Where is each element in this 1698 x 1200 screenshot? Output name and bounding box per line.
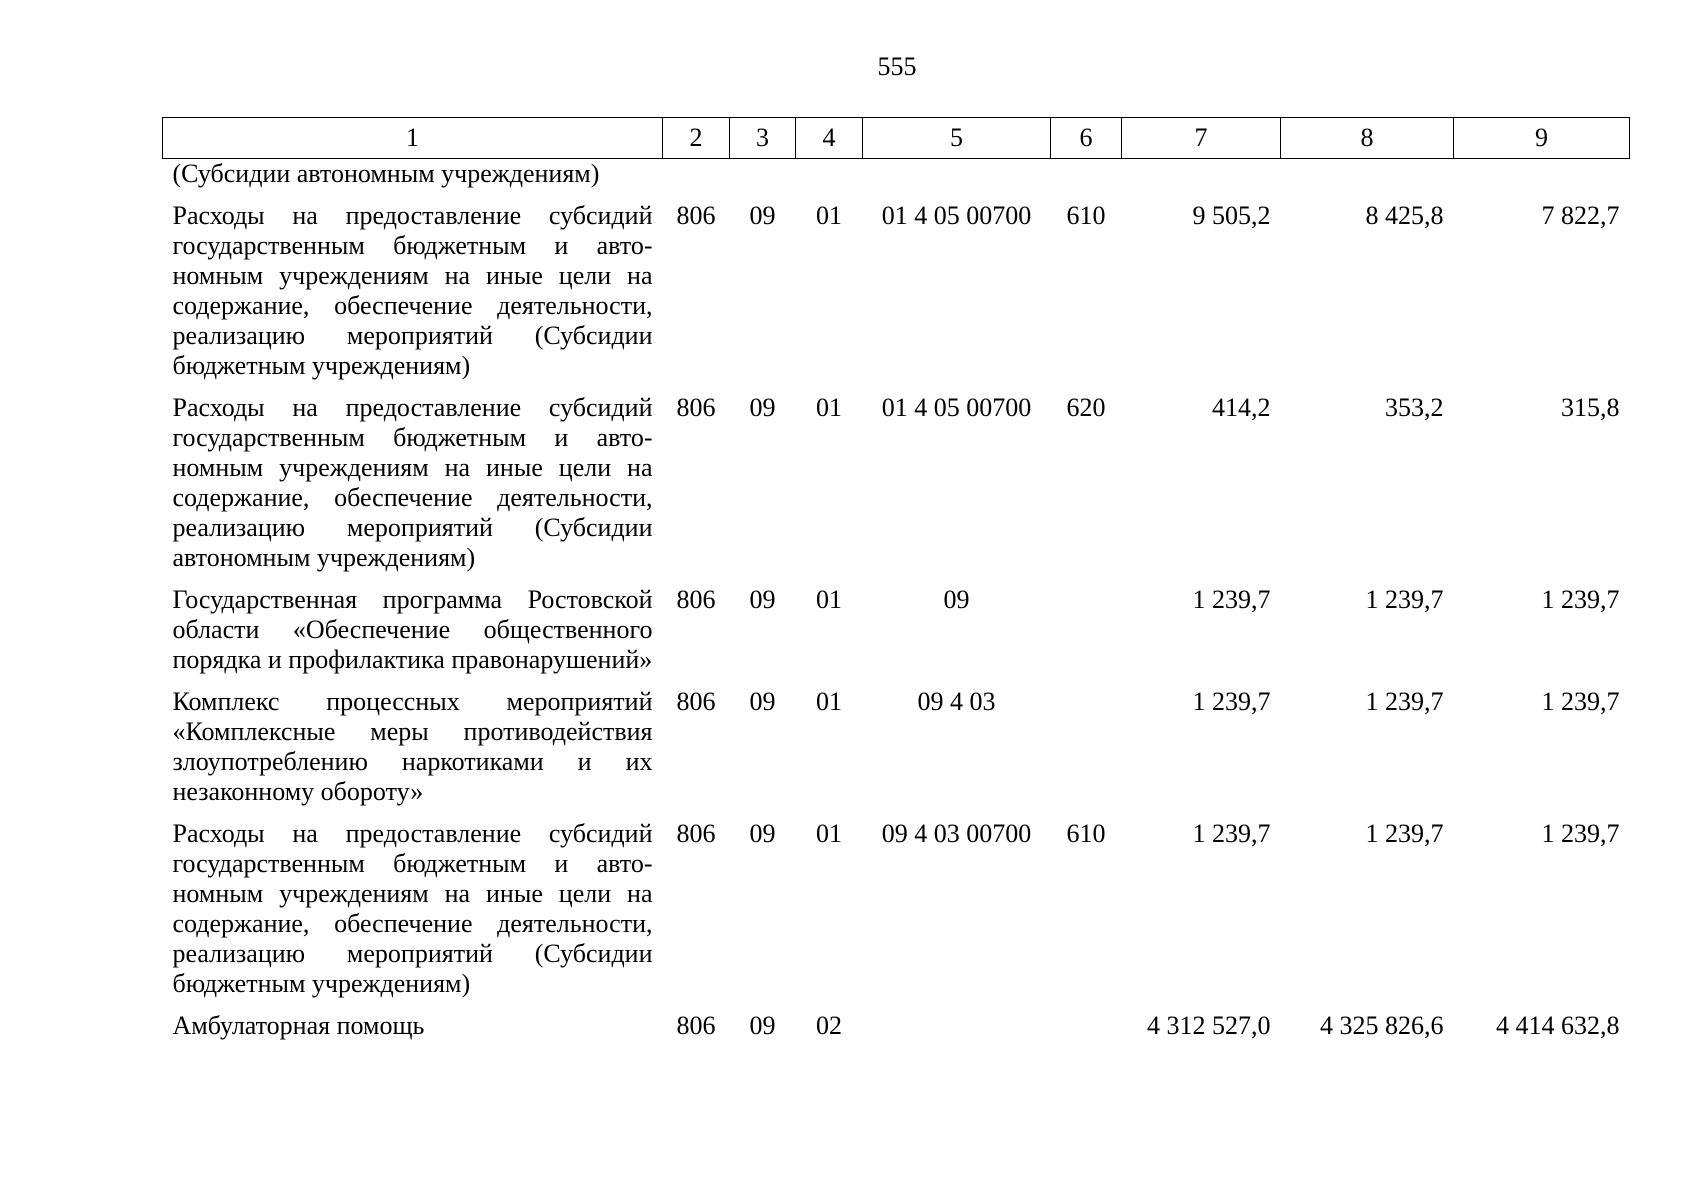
cell-amount-col8: 1 239,7	[1365, 687, 1444, 716]
header-row	[163, 118, 1630, 159]
cell-target-article: 01 4 05 00700	[881, 393, 1032, 422]
cell-amount-col9: 1 239,7	[1541, 819, 1620, 848]
cell-expense-type	[1051, 1005, 1122, 1047]
cell-amount-col9: 7 822,7	[1541, 201, 1620, 230]
cell-target-article	[863, 1005, 1051, 1047]
cell-amount-col8: 4 325 826,6	[1320, 1011, 1444, 1040]
cell-amount-col7: 1 239,7	[1192, 819, 1271, 848]
cell-section: 09	[749, 393, 776, 422]
table-row	[163, 1005, 1630, 1047]
cell-subsection: 01	[816, 201, 842, 230]
row-description: Амбулаторная помощь	[172, 1011, 425, 1040]
page-number	[0, 52, 1698, 82]
budget-table	[162, 117, 1630, 1047]
cell-amount-col7	[1122, 159, 1281, 196]
cell-amount-col7: 9 505,2	[1192, 201, 1271, 230]
cell-amount-col8	[1281, 159, 1454, 196]
column-header-5: 5	[863, 118, 1051, 159]
cell-ministry	[663, 159, 730, 196]
row-description: Комплекс процессных мероприятий «Комплексные меры противодействия злоупотреблению наркотиками и их незаконному обороту»	[172, 687, 653, 806]
cell-amount-col7: 4 312 527,0	[1147, 1011, 1271, 1040]
table-row	[163, 159, 1630, 196]
cell-amount-col9: 315,8	[1561, 393, 1620, 422]
cell-expense-type: 620	[1066, 393, 1106, 422]
cell-ministry: 806	[676, 819, 716, 848]
column-header-4: 4	[796, 118, 863, 159]
column-header-9: 9	[1454, 118, 1630, 159]
page-number-text: 555	[877, 52, 917, 81]
cell-section: 09	[749, 585, 776, 614]
cell-subsection	[796, 159, 863, 196]
cell-section	[730, 159, 796, 196]
cell-target-article	[863, 159, 1051, 196]
cell-ministry: 806	[676, 687, 716, 716]
cell-amount-col9: 4 414 632,8	[1496, 1011, 1620, 1040]
cell-target-article: 09	[943, 585, 970, 614]
cell-ministry: 806	[676, 585, 716, 614]
table-row	[163, 387, 1630, 579]
table-header	[163, 118, 1630, 159]
cell-subsection: 01	[816, 687, 842, 716]
cell-amount-col8: 8 425,8	[1365, 201, 1444, 230]
cell-amount-col7: 1 239,7	[1192, 687, 1271, 716]
column-header-3: 3	[730, 118, 796, 159]
cell-subsection: 01	[816, 393, 842, 422]
cell-amount-col8: 353,2	[1385, 393, 1444, 422]
column-header-1: 1	[163, 118, 663, 159]
cell-expense-type: 610	[1066, 819, 1106, 848]
table-row	[163, 813, 1630, 1005]
column-header-8: 8	[1281, 118, 1454, 159]
table-row	[163, 681, 1630, 813]
cell-amount-col9: 1 239,7	[1541, 585, 1620, 614]
cell-expense-type	[1051, 579, 1122, 681]
table-row	[163, 195, 1630, 387]
cell-ministry: 806	[676, 393, 716, 422]
cell-amount-col9: 1 239,7	[1541, 687, 1620, 716]
cell-target-article: 09 4 03	[917, 687, 996, 716]
cell-subsection: 01	[816, 585, 842, 614]
cell-amount-col7: 1 239,7	[1192, 585, 1271, 614]
cell-ministry: 806	[676, 201, 716, 230]
row-description: Государственная программа Ростовской области «Обеспечение общественного порядка и профилактика правонарушений»	[172, 585, 653, 674]
table-row	[163, 579, 1630, 681]
cell-section: 09	[749, 1011, 776, 1040]
row-description: Расходы на предоставление субсидий государственным бюджетным и автономным учреждениям на иные цели на содержание, обеспечение деятельности, реализацию мероприятий (Субсидии бюджетным учреждениям)	[172, 819, 653, 998]
cell-amount-col8: 1 239,7	[1365, 819, 1444, 848]
column-header-7: 7	[1122, 118, 1281, 159]
cell-section: 09	[749, 201, 776, 230]
cell-expense-type	[1051, 681, 1122, 813]
cell-expense-type	[1051, 159, 1122, 196]
cell-target-article: 01 4 05 00700	[881, 201, 1032, 230]
row-description: Расходы на предоставление субсидий государственным бюджетным и автономным учреждениям на иные цели на содержание, обеспечение деятельности, реализацию мероприятий (Субсидии бюджетным учреждениям)	[172, 201, 653, 380]
cell-amount-col8: 1 239,7	[1365, 585, 1444, 614]
row-description: (Субсидии автономным учреждениям)	[172, 159, 600, 188]
cell-subsection: 02	[816, 1011, 842, 1040]
cell-amount-col7: 414,2	[1212, 393, 1271, 422]
cell-section: 09	[749, 687, 776, 716]
cell-expense-type: 610	[1066, 201, 1106, 230]
table-body	[163, 159, 1630, 1048]
cell-amount-col9	[1454, 159, 1630, 196]
column-header-6: 6	[1051, 118, 1122, 159]
cell-subsection: 01	[816, 819, 842, 848]
cell-ministry: 806	[676, 1011, 716, 1040]
cell-section: 09	[749, 819, 776, 848]
column-header-2: 2	[663, 118, 730, 159]
row-description: Расходы на предоставление субсидий государственным бюджетным и автономным учреждениям на иные цели на содержание, обеспечение деятельности, реализацию мероприятий (Субсидии автономным учреждениям)	[172, 393, 653, 572]
cell-target-article: 09 4 03 00700	[881, 819, 1032, 848]
